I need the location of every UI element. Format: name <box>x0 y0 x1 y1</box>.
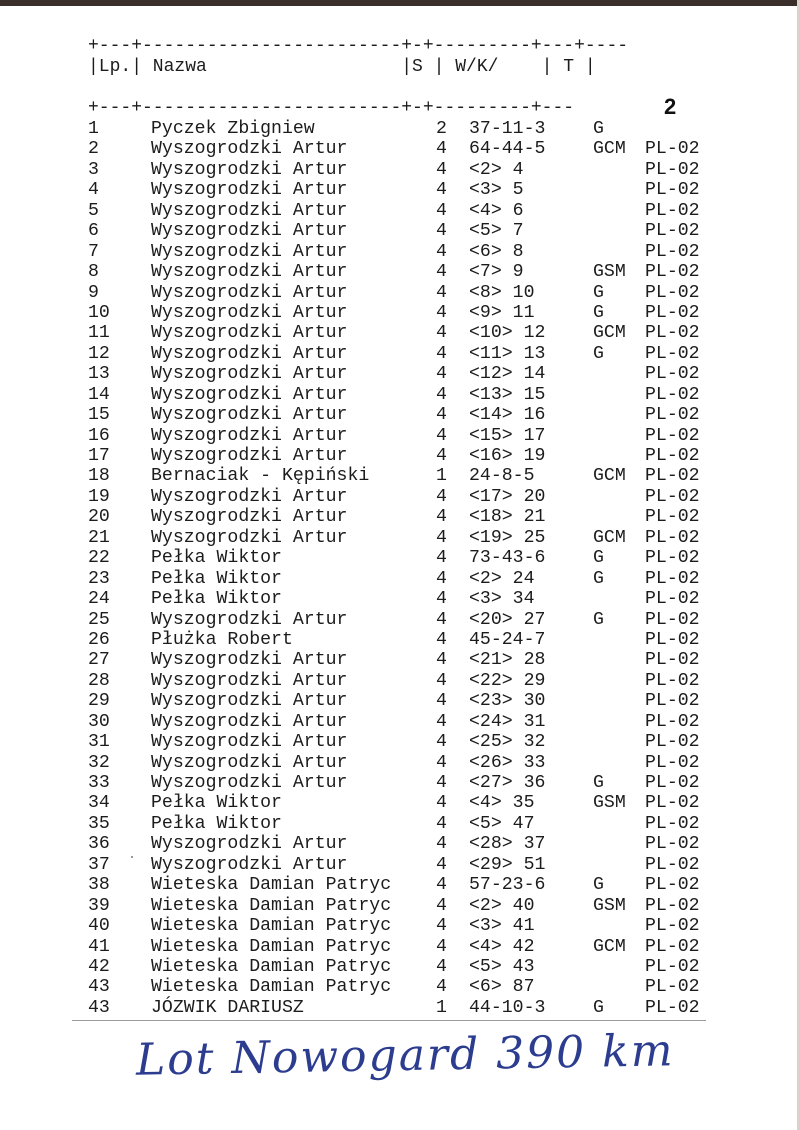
row-type: GSM <box>593 262 626 283</box>
row-code: PL-02 <box>645 916 700 937</box>
row-s: 4 <box>436 343 447 364</box>
row-s: 4 <box>436 323 447 344</box>
row-type: G <box>593 302 604 323</box>
row-type: GCM <box>593 466 626 487</box>
row-name: Wyszogrodzki Artur <box>151 343 348 364</box>
row-name: Wyszogrodzki Artur <box>151 425 348 446</box>
row-wk: 44-10-3 <box>469 997 546 1018</box>
row-s: 4 <box>436 507 447 528</box>
row-type: G <box>593 119 604 139</box>
row-code: PL-02 <box>645 589 700 610</box>
row-number: 7 <box>88 241 99 262</box>
row-code: PL-02 <box>645 773 700 793</box>
row-wk: <23> 30 <box>469 691 546 712</box>
row-code: PL-02 <box>645 159 700 180</box>
row-wk: <12> 14 <box>469 364 546 385</box>
row-wk: <28> 37 <box>469 834 546 855</box>
row-code: PL-02 <box>645 834 700 855</box>
row-type: G <box>593 343 604 364</box>
row-wk: <15> 17 <box>469 425 546 446</box>
row-number: 1 <box>88 119 99 139</box>
row-number: 43 <box>88 977 110 998</box>
row-number: 24 <box>88 589 110 610</box>
row-wk: 45-24-7 <box>469 629 546 650</box>
row-number: 39 <box>88 895 110 916</box>
row-name: Pyczek Zbigniew <box>151 119 315 139</box>
row-number: 35 <box>88 813 110 834</box>
row-wk: <5> 47 <box>469 813 535 834</box>
row-type: GSM <box>593 895 626 916</box>
row-number: 28 <box>88 670 110 691</box>
row-code: PL-02 <box>645 670 700 691</box>
row-number: 18 <box>88 466 110 487</box>
row-type: G <box>593 997 604 1018</box>
row-s: 4 <box>436 159 447 180</box>
row-wk: <29> 51 <box>469 854 546 875</box>
row-wk: <21> 28 <box>469 650 546 671</box>
row-wk: <25> 32 <box>469 732 546 753</box>
row-name: Płużka Robert <box>151 629 293 650</box>
row-name: Wyszogrodzki Artur <box>151 609 348 630</box>
row-name: Wieteska Damian Patryc <box>151 977 392 998</box>
row-s: 4 <box>436 221 447 242</box>
row-wk: 57-23-6 <box>469 875 546 896</box>
row-code: PL-02 <box>645 262 700 283</box>
row-s: 4 <box>436 773 447 793</box>
row-wk: <5> 7 <box>469 221 524 242</box>
row-s: 4 <box>436 180 447 201</box>
row-wk: 24-8-5 <box>469 466 535 487</box>
row-name: Wieteska Damian Patryc <box>151 956 392 977</box>
row-s: 4 <box>436 895 447 916</box>
row-name: Wyszogrodzki Artur <box>151 650 348 671</box>
row-name: Wyszogrodzki Artur <box>151 773 348 793</box>
row-s: 4 <box>436 629 447 650</box>
row-wk: <6> 87 <box>469 977 535 998</box>
row-name: Wieteska Damian Patryc <box>151 936 392 957</box>
row-name: Wyszogrodzki Artur <box>151 200 348 221</box>
row-code: PL-02 <box>645 466 700 487</box>
row-s: 4 <box>436 302 447 323</box>
row-number: 5 <box>88 200 99 221</box>
row-code: PL-02 <box>645 302 700 323</box>
row-name: Wyszogrodzki Artur <box>151 834 348 855</box>
row-number: 19 <box>88 486 110 507</box>
row-type: G <box>593 548 604 569</box>
row-code: PL-02 <box>645 446 700 466</box>
row-type: GCM <box>593 527 626 548</box>
row-code: PL-02 <box>645 548 700 569</box>
row-number: 34 <box>88 793 110 814</box>
row-s: 4 <box>436 977 447 998</box>
row-wk: <20> 27 <box>469 609 546 630</box>
row-type: G <box>593 568 604 589</box>
row-number: 32 <box>88 752 110 773</box>
row-s: 4 <box>436 609 447 630</box>
row-type: GCM <box>593 936 626 957</box>
row-wk: 37-11-3 <box>469 119 546 139</box>
row-number: 27 <box>88 650 110 671</box>
row-number: 10 <box>88 302 110 323</box>
row-name: Wyszogrodzki Artur <box>151 282 348 303</box>
row-wk: <17> 20 <box>469 486 546 507</box>
row-s: 4 <box>436 486 447 507</box>
row-name: Wyszogrodzki Artur <box>151 221 348 242</box>
row-name: Wyszogrodzki Artur <box>151 854 348 875</box>
row-s: 4 <box>436 446 447 466</box>
row-number: 30 <box>88 711 110 732</box>
row-code: PL-02 <box>645 486 700 507</box>
row-number: 8 <box>88 262 99 283</box>
table-border-header: +---+------------------------+-+---------+--- <box>88 98 575 118</box>
row-wk: <27> 36 <box>469 773 546 793</box>
row-number: 29 <box>88 691 110 712</box>
row-wk: <19> 25 <box>469 527 546 548</box>
row-number: 31 <box>88 732 110 753</box>
row-number: 2 <box>88 139 99 160</box>
row-number: 38 <box>88 875 110 896</box>
row-name: Wyszogrodzki Artur <box>151 732 348 753</box>
row-wk: <2> 24 <box>469 568 535 589</box>
row-number: 42 <box>88 956 110 977</box>
row-code: PL-02 <box>645 977 700 998</box>
row-s: 4 <box>436 405 447 426</box>
row-code: PL-02 <box>645 752 700 773</box>
row-name: Pełka Wiktor <box>151 793 282 814</box>
row-number: 4 <box>88 180 99 201</box>
row-name: Wyszogrodzki Artur <box>151 527 348 548</box>
row-code: PL-02 <box>645 895 700 916</box>
row-code: PL-02 <box>645 875 700 896</box>
row-wk: 73-43-6 <box>469 548 546 569</box>
row-wk: <5> 43 <box>469 956 535 977</box>
row-type: GCM <box>593 323 626 344</box>
row-number: 13 <box>88 364 110 385</box>
row-number: 3 <box>88 159 99 180</box>
row-name: Wyszogrodzki Artur <box>151 384 348 405</box>
row-s: 4 <box>436 548 447 569</box>
row-name: Wyszogrodzki Artur <box>151 670 348 691</box>
row-name: Wyszogrodzki Artur <box>151 302 348 323</box>
row-number: 41 <box>88 936 110 957</box>
row-number: 25 <box>88 609 110 630</box>
row-s: 4 <box>436 425 447 446</box>
row-s: 4 <box>436 936 447 957</box>
row-type: GCM <box>593 139 626 160</box>
row-number: 36 <box>88 834 110 855</box>
row-name: Wyszogrodzki Artur <box>151 507 348 528</box>
row-s: 4 <box>436 752 447 773</box>
row-s: 4 <box>436 691 447 712</box>
row-number: 17 <box>88 446 110 466</box>
row-code: PL-02 <box>645 732 700 753</box>
row-wk: <16> 19 <box>469 446 546 466</box>
row-s: 4 <box>436 854 447 875</box>
row-wk: <18> 21 <box>469 507 546 528</box>
row-type: G <box>593 282 604 303</box>
row-wk: <13> 15 <box>469 384 546 405</box>
row-code: PL-02 <box>645 425 700 446</box>
row-code: PL-02 <box>645 180 700 201</box>
row-wk: <10> 12 <box>469 323 546 344</box>
row-s: 4 <box>436 711 447 732</box>
row-code: PL-02 <box>645 282 700 303</box>
row-code: PL-02 <box>645 629 700 650</box>
row-name: Wyszogrodzki Artur <box>151 139 348 160</box>
row-code: PL-02 <box>645 364 700 385</box>
row-wk: <22> 29 <box>469 670 546 691</box>
row-name: Wyszogrodzki Artur <box>151 486 348 507</box>
row-wk: <8> 10 <box>469 282 535 303</box>
table-bottom-rule <box>72 1020 706 1021</box>
row-code: PL-02 <box>645 936 700 957</box>
row-type: G <box>593 609 604 630</box>
row-number: 16 <box>88 425 110 446</box>
row-code: PL-02 <box>645 527 700 548</box>
row-number: 9 <box>88 282 99 303</box>
row-s: 4 <box>436 364 447 385</box>
row-number: 22 <box>88 548 110 569</box>
row-s: 4 <box>436 916 447 937</box>
row-name: Wyszogrodzki Artur <box>151 241 348 262</box>
row-code: PL-02 <box>645 997 700 1018</box>
row-name: JÓZWIK DARIUSZ <box>151 997 304 1018</box>
row-code: PL-02 <box>645 956 700 977</box>
row-wk: <6> 8 <box>469 241 524 262</box>
row-number: 11 <box>88 323 110 344</box>
row-number: 20 <box>88 507 110 528</box>
row-wk: <7> 9 <box>469 262 524 283</box>
row-name: Wieteska Damian Patryc <box>151 875 392 896</box>
row-number: 14 <box>88 384 110 405</box>
row-code: PL-02 <box>645 139 700 160</box>
row-s: 4 <box>436 589 447 610</box>
row-wk: <9> 11 <box>469 302 535 323</box>
row-name: Wyszogrodzki Artur <box>151 180 348 201</box>
row-name: Bernaciak - Kępiński <box>151 466 370 487</box>
row-name: Pełka Wiktor <box>151 548 282 569</box>
scan-speck <box>131 856 133 858</box>
row-wk: <4> 6 <box>469 200 524 221</box>
row-number: 12 <box>88 343 110 364</box>
row-s: 4 <box>436 813 447 834</box>
row-code: PL-02 <box>645 405 700 426</box>
row-s: 4 <box>436 568 447 589</box>
page-number: 2 <box>664 94 677 119</box>
row-wk: <24> 31 <box>469 711 546 732</box>
row-type: G <box>593 773 604 793</box>
row-wk: <3> 5 <box>469 180 524 201</box>
row-number: 6 <box>88 221 99 242</box>
row-wk: <26> 33 <box>469 752 546 773</box>
row-number: 26 <box>88 629 110 650</box>
row-number: 15 <box>88 405 110 426</box>
row-wk: <2> 40 <box>469 895 535 916</box>
row-name: Wyszogrodzki Artur <box>151 323 348 344</box>
row-name: Wyszogrodzki Artur <box>151 262 348 283</box>
row-name: Pełka Wiktor <box>151 589 282 610</box>
row-s: 4 <box>436 262 447 283</box>
row-code: PL-02 <box>645 650 700 671</box>
row-code: PL-02 <box>645 793 700 814</box>
row-number: 40 <box>88 916 110 937</box>
row-wk: <2> 4 <box>469 159 524 180</box>
row-name: Wieteska Damian Patryc <box>151 895 392 916</box>
row-code: PL-02 <box>645 384 700 405</box>
row-name: Wyszogrodzki Artur <box>151 446 348 466</box>
row-number: 21 <box>88 527 110 548</box>
row-number: 37 <box>88 854 110 875</box>
row-name: Pełka Wiktor <box>151 568 282 589</box>
row-name: Wyszogrodzki Artur <box>151 752 348 773</box>
row-s: 4 <box>436 650 447 671</box>
row-name: Wyszogrodzki Artur <box>151 405 348 426</box>
row-code: PL-02 <box>645 507 700 528</box>
row-s: 4 <box>436 793 447 814</box>
row-name: Wieteska Damian Patryc <box>151 916 392 937</box>
row-type: GSM <box>593 793 626 814</box>
row-type: G <box>593 875 604 896</box>
row-wk: 64-44-5 <box>469 139 546 160</box>
row-s: 4 <box>436 384 447 405</box>
row-code: PL-02 <box>645 323 700 344</box>
row-wk: <14> 16 <box>469 405 546 426</box>
row-wk: <4> 35 <box>469 793 535 814</box>
row-s: 1 <box>436 466 447 487</box>
row-code: PL-02 <box>645 609 700 630</box>
row-s: 4 <box>436 241 447 262</box>
row-wk: <3> 34 <box>469 589 535 610</box>
row-wk: <4> 42 <box>469 936 535 957</box>
row-s: 2 <box>436 119 447 139</box>
row-code: PL-02 <box>645 568 700 589</box>
row-name: Wyszogrodzki Artur <box>151 691 348 712</box>
scan-top-edge <box>0 0 800 6</box>
row-code: PL-02 <box>645 813 700 834</box>
table-border-top: +---+------------------------+-+---------+---+---- <box>88 36 629 56</box>
row-code: PL-02 <box>645 691 700 712</box>
row-code: PL-02 <box>645 343 700 364</box>
row-number: 33 <box>88 773 110 793</box>
row-s: 4 <box>436 139 447 160</box>
row-name: Wyszogrodzki Artur <box>151 364 348 385</box>
row-number: 43 <box>88 997 110 1018</box>
row-name: Wyszogrodzki Artur <box>151 159 348 180</box>
row-s: 4 <box>436 200 447 221</box>
row-s: 1 <box>436 997 447 1018</box>
row-name: Pełka Wiktor <box>151 813 282 834</box>
row-s: 4 <box>436 834 447 855</box>
row-wk: <11> 13 <box>469 343 546 364</box>
row-name: Wyszogrodzki Artur <box>151 711 348 732</box>
row-s: 4 <box>436 956 447 977</box>
row-code: PL-02 <box>645 241 700 262</box>
row-s: 4 <box>436 875 447 896</box>
row-s: 4 <box>436 527 447 548</box>
table-header-row: |Lp.| Nazwa |S | W/K/ | T | <box>88 57 596 77</box>
row-s: 4 <box>436 670 447 691</box>
row-wk: <3> 41 <box>469 916 535 937</box>
row-code: PL-02 <box>645 221 700 242</box>
row-code: PL-02 <box>645 200 700 221</box>
row-number: 23 <box>88 568 110 589</box>
row-s: 4 <box>436 282 447 303</box>
row-code: PL-02 <box>645 711 700 732</box>
row-s: 4 <box>436 732 447 753</box>
handwritten-note: Lot Nowogard 390 km <box>135 1025 675 1086</box>
row-code: PL-02 <box>645 854 700 875</box>
